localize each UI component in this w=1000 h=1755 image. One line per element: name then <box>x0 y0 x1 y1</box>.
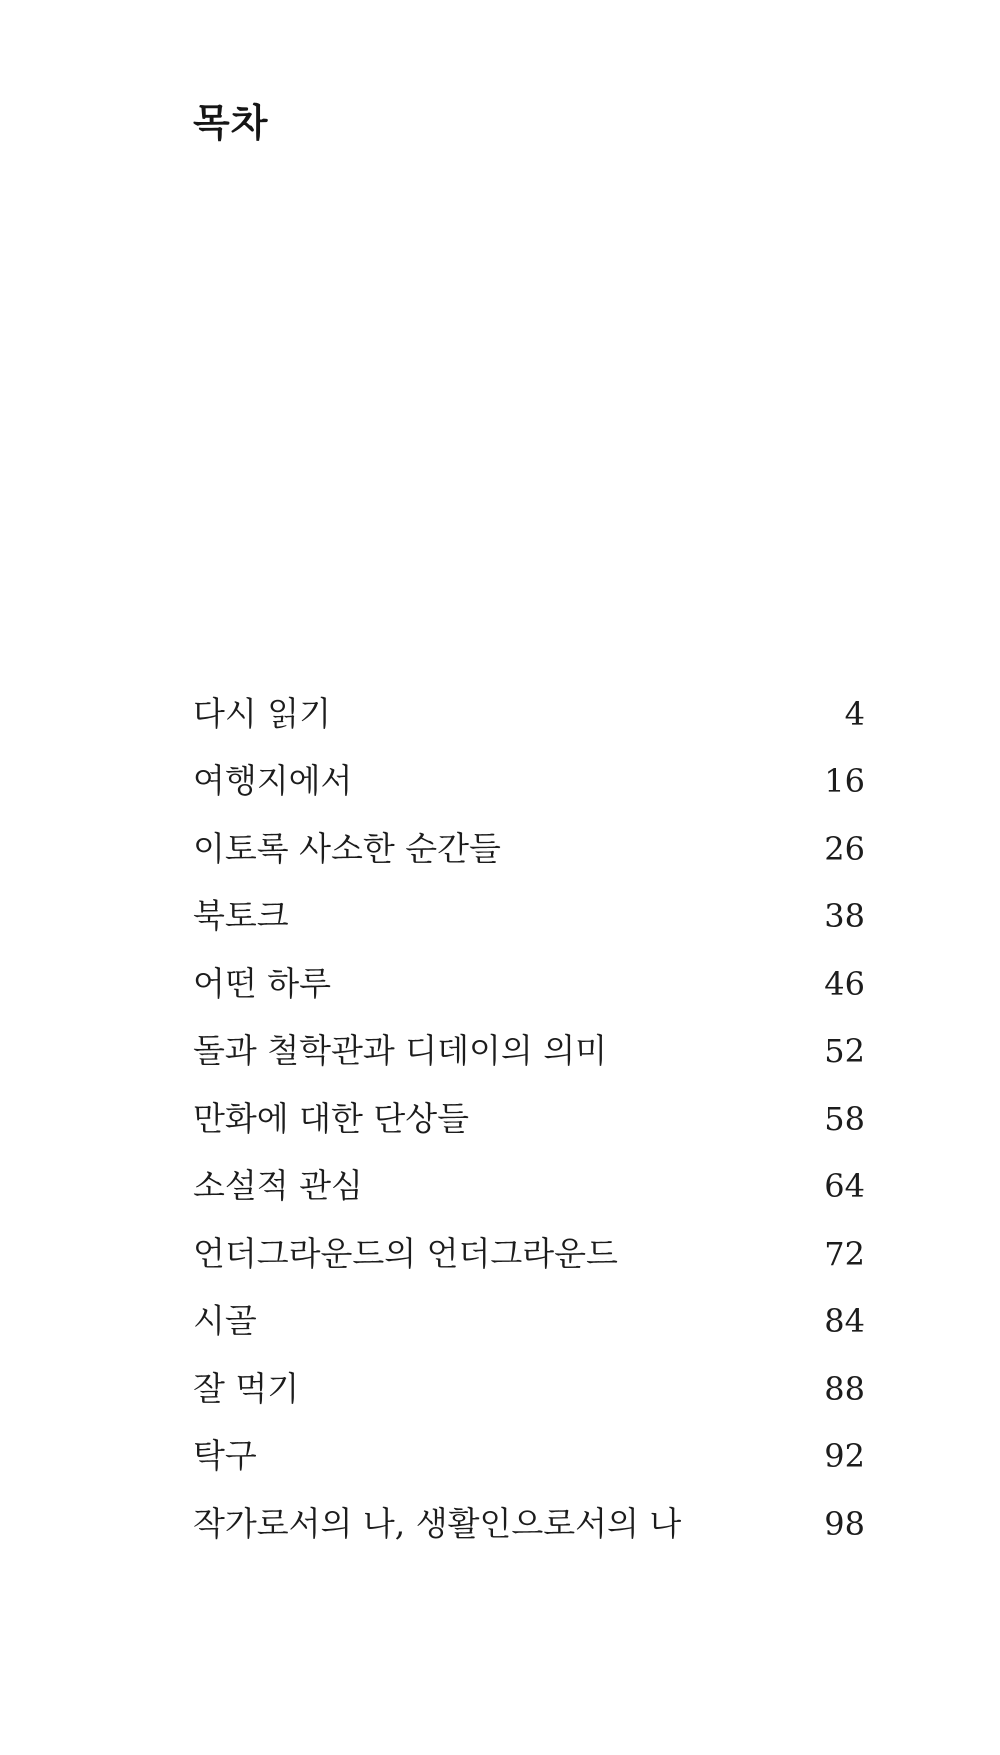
toc-entry-title: 만화에 대한 단상들 <box>193 1098 470 1138</box>
toc-entry <box>193 748 865 816</box>
toc-entry <box>193 950 865 1018</box>
toc-entry-page-number: 38 <box>824 897 865 936</box>
toc-entry-page-number: 16 <box>824 762 865 801</box>
toc-entry-title: 소설적 관심 <box>193 1166 363 1206</box>
toc-entry-page-number: 46 <box>824 964 865 1003</box>
toc-list <box>193 680 865 1558</box>
toc-entry-page-number: 72 <box>824 1234 865 1273</box>
toc-entry <box>193 1018 865 1086</box>
toc-entry <box>193 883 865 951</box>
toc-entry-title: 어떤 하루 <box>193 963 332 1003</box>
toc-entry <box>193 815 865 883</box>
toc-entry-page-number: 26 <box>824 829 865 868</box>
toc-entry-page-number: 88 <box>824 1369 865 1408</box>
toc-entry <box>193 1355 865 1423</box>
toc-entry-page-number: 98 <box>824 1504 865 1543</box>
toc-entry-title: 시골 <box>193 1301 257 1341</box>
toc-entry-title: 작가로서의 나, 생활인으로서의 나 <box>193 1503 682 1543</box>
toc-entry <box>193 1490 865 1558</box>
toc-entry-title: 잘 먹기 <box>193 1368 300 1408</box>
toc-entry-page-number: 4 <box>844 694 865 733</box>
toc-entry <box>193 1220 865 1288</box>
toc-heading: 목차 <box>193 101 269 145</box>
toc-entry-title: 탁구 <box>193 1436 257 1476</box>
toc-entry-page-number: 58 <box>824 1099 865 1138</box>
toc-entry <box>193 680 865 748</box>
toc-entry-title: 북토크 <box>193 896 289 936</box>
toc-entry-title: 언더그라운드의 언더그라운드 <box>193 1233 618 1273</box>
toc-entry-page-number: 64 <box>824 1167 865 1206</box>
toc-entry-title: 여행지에서 <box>193 761 353 801</box>
toc-entry <box>193 1288 865 1356</box>
toc-entry-page-number: 92 <box>824 1437 865 1476</box>
toc-entry-title: 이토록 사소한 순간들 <box>193 828 501 868</box>
toc-entry-title: 돌과 철학관과 디데이의 의미 <box>193 1031 608 1071</box>
toc-entry-title: 다시 읽기 <box>193 693 332 733</box>
toc-entry <box>193 1423 865 1491</box>
toc-entry <box>193 1153 865 1221</box>
toc-entry-page-number: 84 <box>824 1302 865 1341</box>
toc-entry-page-number: 52 <box>824 1032 865 1071</box>
toc-entry <box>193 1085 865 1153</box>
